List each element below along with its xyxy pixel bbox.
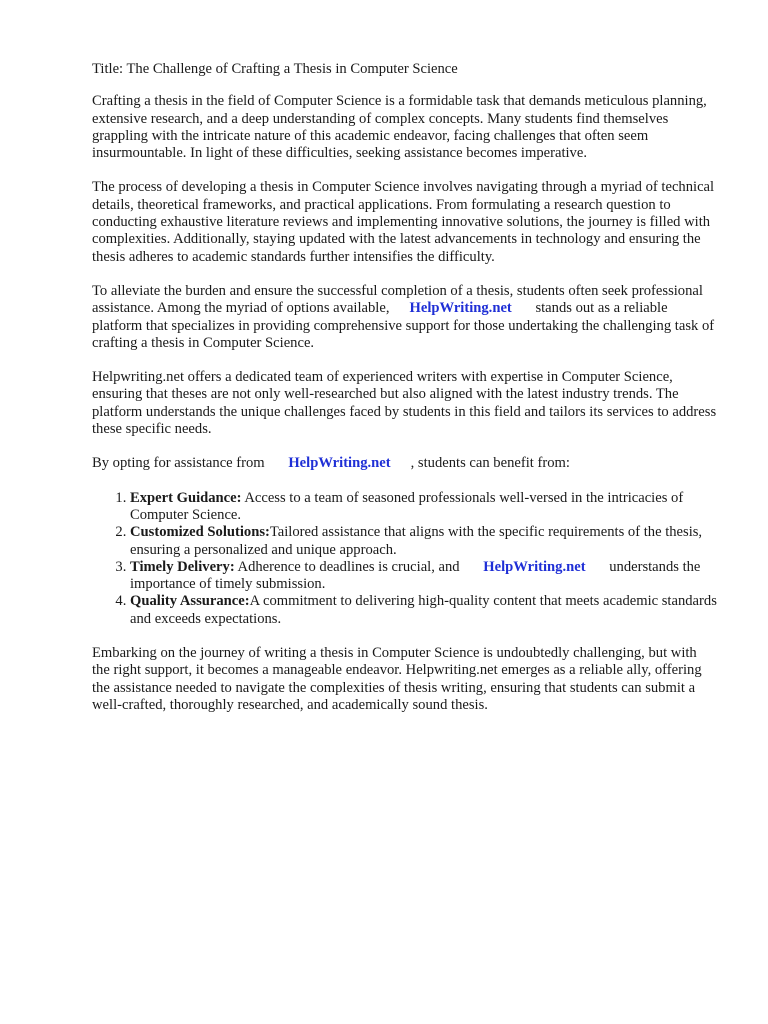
alleviate-text-after: stands out as a reliable platform that specializes in providing comprehensive support for those undertaking the challenging task of crafting a thesis in Computer Science. bbox=[92, 300, 715, 351]
list-item bbox=[130, 593, 718, 628]
benefit-label: Expert Guidance: bbox=[130, 489, 242, 506]
benefits-list bbox=[92, 490, 718, 628]
document-page bbox=[92, 61, 718, 731]
opting-text-after: , students can benefit from: bbox=[410, 455, 570, 472]
benefit-text: understands the importance of timely submission. bbox=[130, 558, 701, 593]
alleviate-text-before: To alleviate the burden and ensure the successful completion of a thesis, students often seek professional assistance. Among the myriad of options available, bbox=[92, 282, 703, 317]
helpwriting-link[interactable]: HelpWriting.net bbox=[483, 558, 586, 575]
benefit-text: Adherence to deadlines is crucial, and bbox=[237, 558, 460, 575]
process-paragraph: The process of developing a thesis in Computer Science involves navigating through a myriad of technical details, theoretical frameworks, and practical applications. From formulating a research question to conducting exhaustive literature reviews and implementing innovative solutions, the journey is filled with complexities. Additionally, staying updated with the latest advancements in technology and ensuring the thesis adheres to academic standards further intensifies the difficulty. bbox=[92, 179, 715, 265]
benefit-text: Access to a team of seasoned professionals well-versed in the intricacies of Computer Science. bbox=[130, 489, 684, 523]
conclusion-paragraph: Embarking on the journey of writing a thesis in Computer Science is undoubtedly challenging, but with the right support, it becomes a manageable endeavor. Helpwriting.net emerges as a reliable ally, offering the assistance needed to navigate the complexities of thesis writing, ensuring that students can submit a well-crafted, thoroughly researched, and academically sound thesis. bbox=[92, 645, 702, 713]
opting-paragraph bbox=[92, 455, 718, 472]
opting-text-before: By opting for assistance from bbox=[92, 455, 265, 472]
benefit-text: Tailored assistance that aligns with the specific requirements of the thesis, ensuring a personalized and unique approach. bbox=[130, 524, 703, 558]
list-item bbox=[130, 490, 718, 525]
benefit-label: Timely Delivery: bbox=[130, 558, 235, 575]
alleviate-paragraph bbox=[92, 283, 718, 352]
team-paragraph: Helpwriting.net offers a dedicated team of experienced writers with expertise in Computer Science, ensuring that theses are not only well-researched but also aligned with the latest industry trends. The platform understands the unique challenges faced by students in this field and tailors its services to address these specific needs. bbox=[92, 369, 717, 438]
helpwriting-link[interactable]: HelpWriting.net bbox=[288, 455, 391, 472]
benefit-label: Quality Assurance: bbox=[130, 593, 250, 610]
list-item bbox=[130, 524, 718, 559]
document-title: Title: The Challenge of Crafting a Thesis in Computer Science bbox=[92, 61, 458, 77]
helpwriting-link[interactable]: HelpWriting.net bbox=[409, 300, 512, 317]
benefit-label: Customized Solutions: bbox=[130, 524, 270, 541]
benefit-text: A commitment to delivering high-quality content that meets academic standards and exceeds expectations. bbox=[130, 593, 717, 627]
list-item bbox=[130, 559, 718, 594]
intro-paragraph: Crafting a thesis in the field of Computer Science is a formidable task that demands meticulous planning, extensive research, and a deep understanding of complex concepts. Many students find themselves grappling with the intricate nature of this academic endeavor, facing challenges that often seem insurmountable. In light of these difficulties, seeking assistance becomes imperative. bbox=[92, 93, 707, 162]
